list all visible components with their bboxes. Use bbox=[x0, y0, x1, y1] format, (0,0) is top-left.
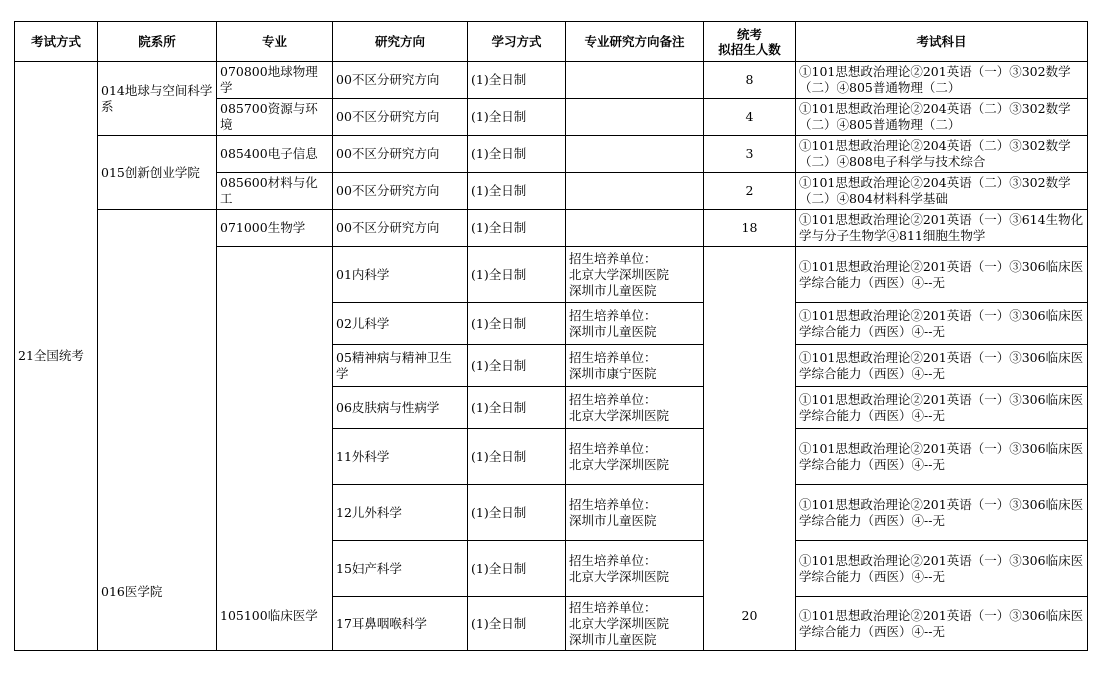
subjects-cell: ①101思想政治理论②201英语（一）③306临床医学综合能力（西医）④--无 bbox=[796, 429, 1088, 485]
remark-cell: 招生培养单位： 北京大学深圳医院 bbox=[566, 429, 704, 485]
study-mode-cell: (1)全日制 bbox=[468, 597, 566, 651]
quota-cell: 8 bbox=[704, 62, 796, 99]
header-exam-method: 考试方式 bbox=[15, 22, 98, 62]
remark-cell bbox=[566, 136, 704, 173]
subjects-cell: ①101思想政治理论②204英语（二）③302数学（二）④805普通物理（二） bbox=[796, 99, 1088, 136]
subjects-cell: ①101思想政治理论②201英语（一）③302数学（二）④805普通物理（二） bbox=[796, 62, 1088, 99]
header-subjects: 考试科目 bbox=[796, 22, 1088, 62]
remark-cell bbox=[566, 210, 704, 247]
department-cell: 016医学院 bbox=[98, 210, 217, 651]
major-cell: 085600材料与化工 bbox=[217, 173, 333, 210]
study-mode-cell: (1)全日制 bbox=[468, 485, 566, 541]
remark-cell: 招生培养单位： 深圳市儿童医院 bbox=[566, 485, 704, 541]
direction-cell: 00不区分研究方向 bbox=[333, 173, 468, 210]
header-study-mode: 学习方式 bbox=[468, 22, 566, 62]
table-row bbox=[15, 136, 1088, 173]
major-cell: 105100临床医学 bbox=[217, 247, 333, 651]
study-mode-cell: (1)全日制 bbox=[468, 247, 566, 303]
subjects-cell: ①101思想政治理论②201英语（一）③614生物化学与分子生物学④811细胞生物学 bbox=[796, 210, 1088, 247]
subjects-cell: ①101思想政治理论②201英语（一）③306临床医学综合能力（西医）④--无 bbox=[796, 597, 1088, 651]
header-row bbox=[15, 22, 1088, 62]
direction-cell: 00不区分研究方向 bbox=[333, 62, 468, 99]
remark-cell: 招生培养单位： 北京大学深圳医院 深圳市儿童医院 bbox=[566, 247, 704, 303]
direction-cell: 00不区分研究方向 bbox=[333, 99, 468, 136]
remark-cell: 招生培养单位： 北京大学深圳医院 bbox=[566, 541, 704, 597]
direction-cell: 17耳鼻咽喉科学 bbox=[333, 597, 468, 651]
remark-cell bbox=[566, 99, 704, 136]
study-mode-cell: (1)全日制 bbox=[468, 345, 566, 387]
subjects-cell: ①101思想政治理论②201英语（一）③306临床医学综合能力（西医）④--无 bbox=[796, 303, 1088, 345]
subjects-cell: ①101思想政治理论②201英语（一）③306临床医学综合能力（西医）④--无 bbox=[796, 345, 1088, 387]
direction-cell: 01内科学 bbox=[333, 247, 468, 303]
quota-cell: 18 bbox=[704, 210, 796, 247]
remark-cell bbox=[566, 62, 704, 99]
study-mode-cell: (1)全日制 bbox=[468, 429, 566, 485]
subjects-cell: ①101思想政治理论②201英语（一）③306临床医学综合能力（西医）④--无 bbox=[796, 541, 1088, 597]
header-major: 专业 bbox=[217, 22, 333, 62]
header-remark: 专业研究方向备注 bbox=[566, 22, 704, 62]
study-mode-cell: (1)全日制 bbox=[468, 62, 566, 99]
remark-cell: 招生培养单位： 北京大学深圳医院 深圳市儿童医院 bbox=[566, 597, 704, 651]
remark-cell: 招生培养单位： 北京大学深圳医院 bbox=[566, 387, 704, 429]
direction-cell: 11外科学 bbox=[333, 429, 468, 485]
study-mode-cell: (1)全日制 bbox=[468, 173, 566, 210]
department-cell: 015创新创业学院 bbox=[98, 136, 217, 210]
study-mode-cell: (1)全日制 bbox=[468, 387, 566, 429]
subjects-cell: ①101思想政治理论②204英语（二）③302数学（二）④804材料科学基础 bbox=[796, 173, 1088, 210]
major-cell: 070800地球物理学 bbox=[217, 62, 333, 99]
study-mode-cell: (1)全日制 bbox=[468, 99, 566, 136]
subjects-cell: ①101思想政治理论②201英语（一）③306临床医学综合能力（西医）④--无 bbox=[796, 485, 1088, 541]
table-row bbox=[15, 62, 1088, 99]
direction-cell: 15妇产科学 bbox=[333, 541, 468, 597]
remark-cell: 招生培养单位： 深圳市康宁医院 bbox=[566, 345, 704, 387]
direction-cell: 02儿科学 bbox=[333, 303, 468, 345]
header-quota: 统考 拟招生人数 bbox=[704, 22, 796, 62]
subjects-cell: ①101思想政治理论②201英语（一）③306临床医学综合能力（西医）④--无 bbox=[796, 247, 1088, 303]
direction-cell: 06皮肤病与性病学 bbox=[333, 387, 468, 429]
header-direction: 研究方向 bbox=[333, 22, 468, 62]
header-department: 院系所 bbox=[98, 22, 217, 62]
direction-cell: 00不区分研究方向 bbox=[333, 136, 468, 173]
department-cell: 014地球与空间科学系 bbox=[98, 62, 217, 136]
study-mode-cell: (1)全日制 bbox=[468, 136, 566, 173]
study-mode-cell: (1)全日制 bbox=[468, 303, 566, 345]
quota-cell: 4 bbox=[704, 99, 796, 136]
exam-method-cell: 21全国统考 bbox=[15, 62, 98, 651]
major-cell: 085400电子信息 bbox=[217, 136, 333, 173]
quota-cell: 2 bbox=[704, 173, 796, 210]
direction-cell: 00不区分研究方向 bbox=[333, 210, 468, 247]
subjects-cell: ①101思想政治理论②201英语（一）③306临床医学综合能力（西医）④--无 bbox=[796, 387, 1088, 429]
study-mode-cell: (1)全日制 bbox=[468, 210, 566, 247]
remark-cell bbox=[566, 173, 704, 210]
major-cell: 071000生物学 bbox=[217, 210, 333, 247]
table-row bbox=[15, 210, 1088, 247]
quota-cell: 20 bbox=[704, 247, 796, 651]
direction-cell: 05精神病与精神卫生学 bbox=[333, 345, 468, 387]
remark-cell: 招生培养单位： 深圳市儿童医院 bbox=[566, 303, 704, 345]
quota-cell: 3 bbox=[704, 136, 796, 173]
admissions-table bbox=[14, 21, 1088, 651]
subjects-cell: ①101思想政治理论②204英语（二）③302数学（二）④808电子科学与技术综合 bbox=[796, 136, 1088, 173]
major-cell: 085700资源与环境 bbox=[217, 99, 333, 136]
study-mode-cell: (1)全日制 bbox=[468, 541, 566, 597]
direction-cell: 12儿外科学 bbox=[333, 485, 468, 541]
